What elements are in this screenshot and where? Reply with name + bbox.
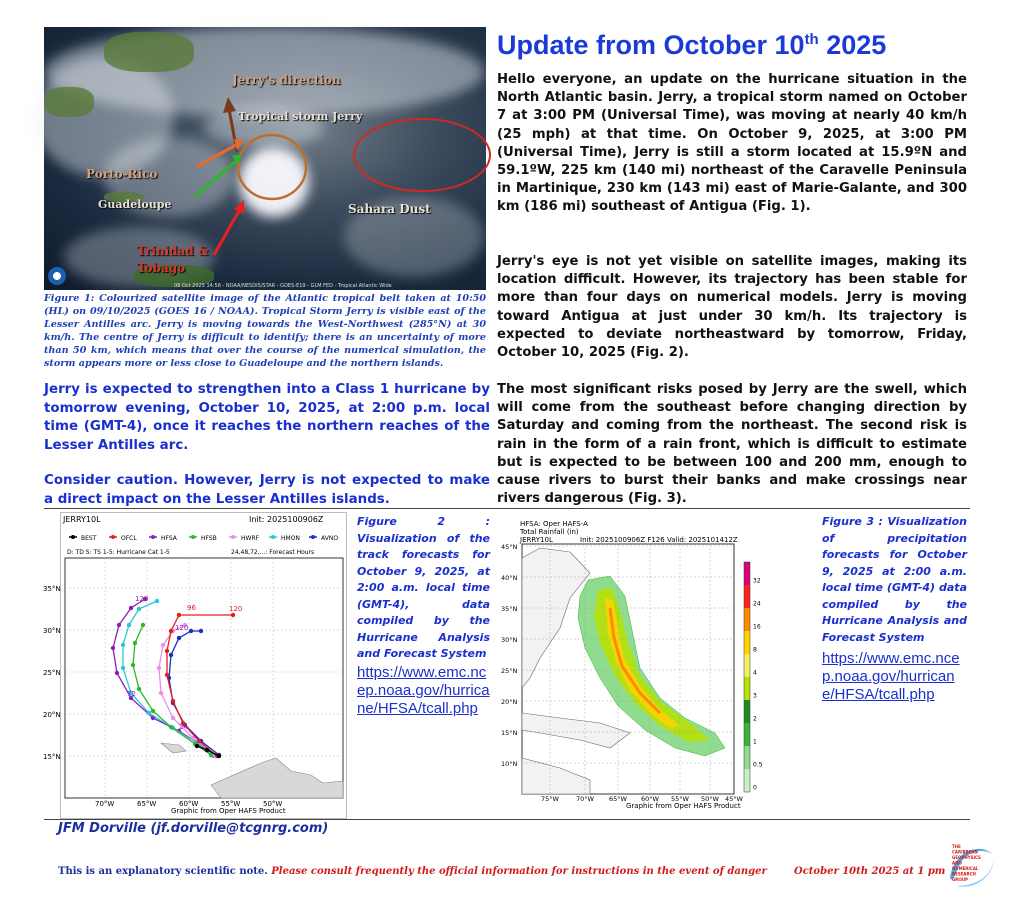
logo-text-line: GROUP (952, 877, 968, 882)
fig3-colorbar-segment (744, 769, 750, 792)
fig3-x-tick: 50°W (701, 795, 719, 803)
fig3-colorbar-segment (744, 562, 750, 585)
fig2-footer: Graphic from Oper HAFS Product (171, 807, 286, 815)
annotation-overlay (44, 27, 486, 290)
forecast-text: Jerry is expected to strengthen into a Class 1 hurricane by tomorrow evening, October 10, 2025, at 2:00 p.m. local time (GMT-4), once it reaches the northern reaches of the Lesser Antilles arc. (44, 382, 490, 453)
fig2-track-point (177, 636, 181, 640)
fig3-y-tick: 30°N (501, 636, 518, 644)
fig2-hour-label: 120 (135, 595, 149, 603)
fig3-x-tick: 55°W (671, 795, 689, 803)
label-tobago: Tobago (137, 261, 186, 275)
fig2-track-point (155, 599, 159, 603)
fig2-legend-marker (111, 535, 115, 539)
page-title: Update from October 10th 2025 (497, 30, 887, 60)
fig3-colorbar-label: 8 (753, 646, 757, 654)
author-contact: JFM Dorville (jf.dorville@tcgnrg.com) (58, 821, 329, 836)
fig2-track-line (113, 599, 217, 756)
fig3-colorbar-label: 32 (753, 577, 761, 585)
fig2-legend-label: BEST (81, 535, 97, 542)
fig2-y-tick: 35°N (43, 585, 61, 593)
fig2-y-tick: 25°N (43, 669, 61, 677)
fig2-track-point (169, 725, 173, 729)
logo-text-line: NUMERICAL (952, 866, 979, 871)
divider-bottom (44, 819, 970, 820)
logo-text-line: GEOPHYSICS (952, 855, 981, 860)
fig2-hour-label: 120 (175, 624, 189, 632)
fig2-track-point (159, 691, 163, 695)
fig2-legend-label: AVNO (321, 535, 339, 542)
fig2-track-point (141, 623, 145, 627)
fig3-colorbar-segment (744, 677, 750, 700)
fig2-legend-hours: 24,48,72,...: Forecast Hours (231, 549, 315, 556)
fig2-legend-marker (231, 535, 235, 539)
figure1-caption: Figure 1: Colourized satellite image of the Atlantic tropical belt taken at 10:50 (HL) on 09/10/2025 (GOES 16 / NOAA). Tropical Storm Jerry is visible east of the Lesser Antilles arc. Jerry is moving towards the West-Northwest (285°N) at 30 km/h. The centre of Jerry is difficult to identify; there is an uncertainty of more than 50 km, which means that over the course of the numerical simulation, the storm appears more or less close to Guadeloupe and the northern islands. (44, 293, 486, 369)
fig2-x-tick: 55°W (221, 800, 241, 808)
logo-text-line: THE (952, 844, 961, 849)
fig3-x-tick: 70°W (576, 795, 594, 803)
fig2-track-point (195, 744, 199, 748)
divider-top (44, 508, 970, 509)
fig2-track-point (147, 711, 151, 715)
figure2-track-chart (43, 512, 347, 819)
fig3-colorbar-segment (744, 746, 750, 769)
fig2-legend-categories: D: TD S: TS 1-5: Hurricane Cat 1-5 (67, 549, 170, 556)
fig3-x-tick: 75°W (541, 795, 559, 803)
fig3-footer: Graphic from Oper HAFS Product (626, 802, 741, 810)
fig3-y-tick: 20°N (501, 698, 518, 706)
paragraph-3: The most significant risks posed by Jerry are the swell, which will come from the southeast before changing direction by Saturday and coming from the northeast. The second risk is rain in the form of a rain front, which is difficult to estimate but is expected to be between 100 and 200 mm, enough to cause rivers to burst their banks and make crossings near rivers dangerous (Fig. 3). (497, 382, 967, 507)
fig2-legend-label: HFSB (201, 535, 217, 542)
fig3-y-tick: 45°N (501, 543, 518, 551)
figure3-caption: Figure 3 : Visualization of precipitation forecasts for October 9, 2025 at 2:00 a.m. local time (GMT-4) data compiled by the Hurricane Analysis and Forecast System (822, 515, 967, 644)
fig2-legend-label: HMON (281, 535, 300, 542)
fig2-hour-label: 96 (187, 604, 196, 612)
fig2-x-tick: 65°W (137, 800, 157, 808)
fig2-track-point (189, 629, 193, 633)
fig3-colorbar-label: 4 (753, 669, 757, 677)
figure2-link[interactable]: https://www.emc.ncep.noaa.gov/hurricane/HFSA/tcall.php (357, 664, 490, 717)
logo-text-line: RESEARCH (952, 871, 976, 877)
fig3-colorbar-label: 1 (753, 738, 757, 746)
fig2-hour-label: 120 (229, 605, 243, 613)
fig2-track-point (117, 623, 121, 627)
label-trinidad: Trinidad & (137, 244, 209, 258)
fig2-title-left: JERRY10L (63, 515, 101, 524)
fig3-colorbar-label: 3 (753, 692, 757, 700)
fig2-track-point (137, 687, 141, 691)
fig2-track-point (231, 613, 235, 617)
caution-text: Consider caution. However, Jerry is not expected to make a direct impact on the Lesser Antilles islands. (44, 473, 490, 507)
satellite-image (44, 27, 486, 290)
fig3-colorbar-label: 0.5 (753, 761, 763, 769)
fig2-legend-marker (311, 535, 315, 539)
fig2-track-point (121, 666, 125, 670)
fig3-x-tick: 60°W (641, 795, 659, 803)
fig2-y-tick: 30°N (43, 627, 61, 635)
fig2-track-point (165, 649, 169, 653)
fig2-track-point (133, 641, 137, 645)
paragraph-1: Hello everyone, an update on the hurricane situation in the North Atlantic basin. Jerry, a tropical storm named on October 7 at 3:00 PM (Universal Time), was moving at nearly 40 km/h (25 mph) at that time. On October 9, 2025, at 3:00 PM (Universal Time), Jerry is still a storm located at 15.9ºN and 59.1ºW, 225 km (140 mi) northeast of the Caravelle Peninsula in Martinique, 230 km (143 mi) east of Marie-Galante, and 300 km (186 mi) southeast of Antigua (Fig. 1). (497, 72, 967, 215)
fig2-y-tick: 20°N (43, 711, 61, 719)
fig2-track-point (121, 643, 125, 647)
fig2-track-point (151, 709, 155, 713)
fig2-track-point (129, 606, 133, 610)
fig2-track-point (111, 646, 115, 650)
fig3-colorbar-label: 16 (753, 623, 761, 631)
label-guadeloupe: Guadeloupe (98, 198, 172, 211)
fig2-track-point (171, 716, 175, 720)
fig2-legend-marker (191, 535, 195, 539)
fig3-colorbar-label: 24 (753, 600, 761, 608)
fig2-legend-marker (151, 535, 155, 539)
fig2-plot-frame (65, 558, 343, 798)
fig2-track-point (137, 607, 141, 611)
fig2-track-point (157, 666, 161, 670)
fig3-colorbar-segment (744, 654, 750, 677)
fig2-track-point (169, 653, 173, 657)
fig2-legend-marker (271, 535, 275, 539)
fig2-legend-label: OFCL (121, 535, 137, 542)
label-tropical-storm: Tropical storm Jerry (238, 110, 363, 123)
figure2-svg (43, 513, 346, 818)
fig3-colorbar-segment (744, 723, 750, 746)
fig3-title3-right: Init: 2025100906Z F126 Valid: 2025101412Z (580, 536, 738, 544)
fig3-colorbar-label: 2 (753, 715, 757, 723)
fig2-track-point (171, 699, 175, 703)
fig2-track-point (115, 671, 119, 675)
fig3-y-tick: 40°N (501, 574, 518, 582)
figure3-rainfall-chart (500, 518, 768, 811)
fig3-colorbar-segment (744, 700, 750, 723)
footer-date: October 10th 2025 at 1 pm (794, 866, 946, 877)
fig2-track-point (197, 739, 201, 743)
fig2-x-tick: 70°W (95, 800, 115, 808)
label-sahara-dust: Sahara Dust (348, 202, 431, 216)
fig3-colorbar-segment (744, 608, 750, 631)
figure2-caption: Figure 2 : Visualization of the track forecasts for October 9, 2025, at 2:00 a.m. local time (GMT-4), data compiled by the Hurricane Analysis and Forecast System (357, 515, 490, 660)
fig2-x-tick: 60°W (179, 800, 199, 808)
fig2-track-point (169, 629, 173, 633)
footer-note (58, 866, 767, 877)
fig2-track-point (131, 663, 135, 667)
label-jerry-direction: Jerry's direction (232, 73, 341, 87)
footer-note-blue: This is an explanatory scientific note. (58, 866, 268, 877)
footer-note-red: Please consult frequently the official information for instructions in the event of danger (271, 866, 767, 877)
cgnrg-logo (944, 838, 996, 890)
fig3-y-tick: 25°N (501, 667, 518, 675)
fig2-track-line (167, 615, 233, 756)
fig3-title3-left: JERRY10L (520, 536, 553, 544)
fig3-colorbar-segment (744, 585, 750, 608)
fig3-y-tick: 10°N (501, 760, 518, 768)
fig2-track-point (217, 754, 221, 758)
fig3-title1: HFSA: Oper HAFS-A (520, 520, 588, 528)
fig2-hour-label: 24 (179, 723, 188, 731)
fig2-track-point (199, 629, 203, 633)
fig3-y-tick: 35°N (501, 605, 518, 613)
fig2-track-point (205, 748, 209, 752)
satellite-credit: 08 Oct 2025 14:56 - NOAA/NESDIS/STAR - GOES-E19 - GLM FED - Tropical Atlantic Wide (174, 283, 392, 289)
fig2-track-point (161, 643, 165, 647)
label-porto-rico: Porto-Rico (86, 167, 158, 181)
fig3-colorbar-segment (744, 631, 750, 654)
fig2-legend-label: HWRF (241, 535, 260, 542)
fig2-track-point (127, 623, 131, 627)
fig3-colorbar-label: 0 (753, 784, 757, 792)
fig3-title2: Total Rainfall (in) (520, 528, 579, 536)
figure3-svg (500, 518, 768, 811)
fig3-x-tick: 45°W (725, 795, 743, 803)
fig2-legend-marker (71, 535, 75, 539)
fig3-y-tick: 15°N (501, 729, 518, 737)
fig2-x-tick: 50°W (263, 800, 283, 808)
figure3-link[interactable]: https://www.emc.ncep.noaa.gov/hurricane/HFSA/tcall.php (822, 650, 960, 703)
logo-text-line: CARIBBEAN (952, 849, 978, 855)
fig2-y-tick: 15°N (43, 753, 61, 761)
noaa-logo (48, 267, 66, 285)
fig2-title-right: Init: 2025100906Z (249, 515, 324, 524)
fig3-x-tick: 65°W (609, 795, 627, 803)
fig2-track-line (133, 625, 211, 755)
logo-text-line: AND (952, 860, 962, 866)
fig2-hour-label: 72 (127, 690, 136, 698)
fig2-legend-label: HFSA (161, 535, 177, 542)
fig2-track-point (177, 613, 181, 617)
fig2-track-point (165, 673, 169, 677)
paragraph-2: Jerry's eye is not yet visible on satellite images, making its location difficult. However, its trajectory has been stable for more than four days on numerical models. Jerry is moving toward Antigua at just under 30 km/h. Its trajectory is expected to deviate northeastward by tomorrow, Friday, October 10, 2025 (Fig. 2). (497, 254, 967, 361)
